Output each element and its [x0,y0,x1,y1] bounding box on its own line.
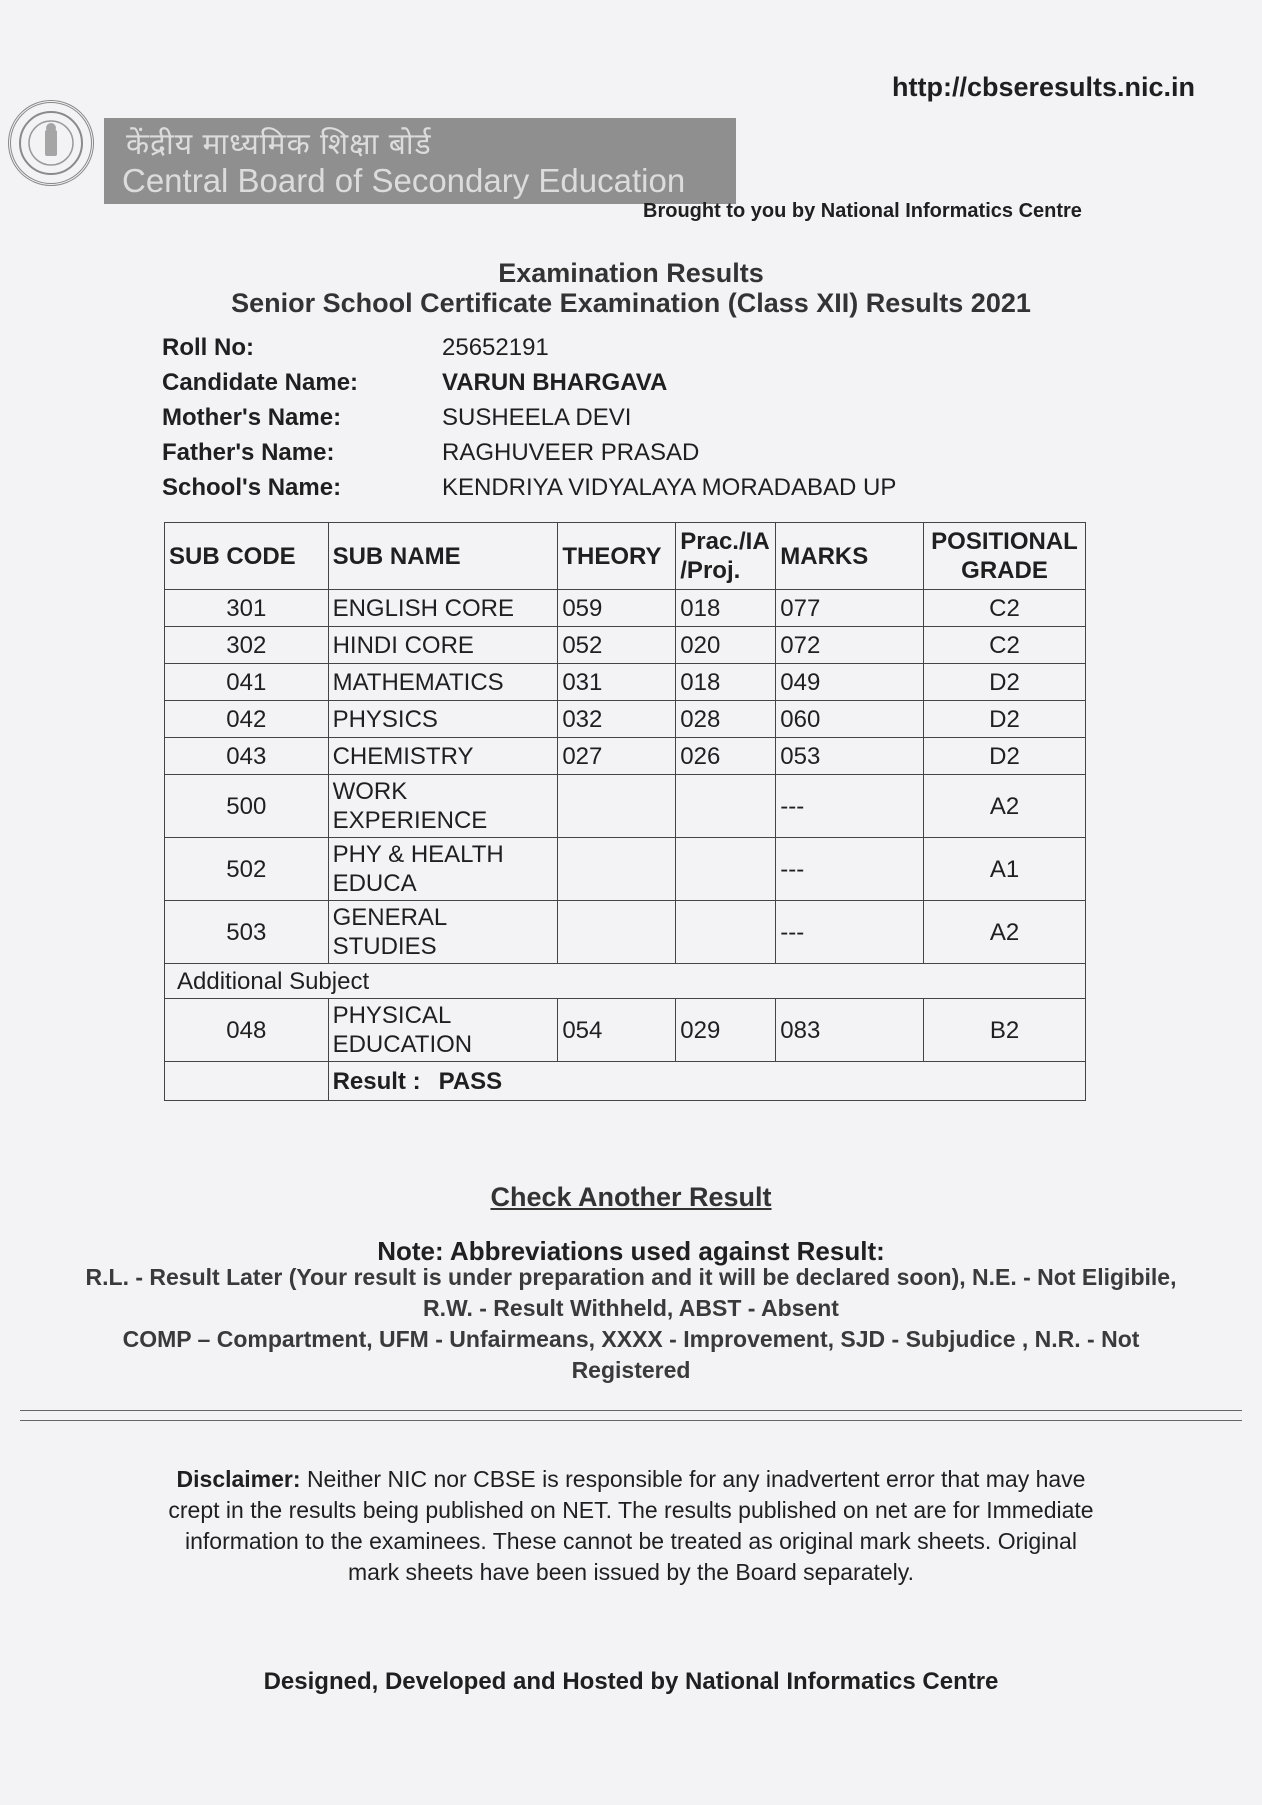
father-name-value: RAGHUVEER PRASAD [442,439,700,466]
marks-cell: --- [776,901,924,964]
sub-code-cell: 502 [165,838,329,901]
grade-cell: B2 [924,999,1086,1062]
school-name-value: KENDRIYA VIDYALAYA MORADABAD UP [442,474,897,501]
table-row [165,701,1086,738]
prac-cell: 018 [676,664,776,701]
sub-name-line2: EDUCA [332,870,417,897]
note-line: R.L. - Result Later (Your result is under preparation and it will be declared soon), N.E. - Not Eligibile, [85,1264,1177,1290]
table-row [165,664,1086,701]
sub-name-cell [328,701,558,738]
marks-cell: --- [776,838,924,901]
sub-code-cell: 048 [165,999,329,1062]
theory-cell: 059 [558,590,676,627]
header-sub-name: SUB NAME [328,523,558,590]
table-row [165,901,1086,964]
header-grade [924,523,1086,590]
theory-cell [558,838,676,901]
table-row [165,590,1086,627]
marks-cell: 072 [776,627,924,664]
header-theory: THEORY [558,523,676,590]
board-name-english: Central Board of Secondary Education [122,162,686,199]
sub-name-line2: STUDIES [332,933,437,960]
marks-cell: 049 [776,664,924,701]
grade-cell: A1 [924,838,1086,901]
divider [20,1410,1242,1411]
result-cell [328,1062,1085,1101]
marks-cell: --- [776,775,924,838]
roll-value: 25652191 [442,334,549,361]
table-row [165,775,1086,838]
sub-code-cell: 043 [165,738,329,775]
result-label: Result : [332,1067,421,1095]
note-line: Registered [571,1357,691,1383]
header-grade-line2: GRADE [961,557,1048,584]
exam-subtitle: Senior School Certificate Examination (Class XII) Results 2021 [231,288,1031,318]
mother-name-value: SUSHEELA DEVI [442,404,632,431]
divider [20,1420,1242,1421]
school-name-label: School's Name: [162,474,342,501]
grade-cell: D2 [924,664,1086,701]
header-grade-line1: POSITIONAL [931,528,1078,555]
sub-code-cell: 042 [165,701,329,738]
prac-cell: 018 [676,590,776,627]
note-title: Note: Abbreviations used against Result: [377,1236,885,1266]
sub-name-line1: PHY & HEALTH [332,841,504,868]
sub-name-cell [328,838,558,901]
note-line: R.W. - Result Withheld, ABST - Absent [423,1295,839,1321]
prac-cell [676,901,776,964]
sub-name-cell [328,590,558,627]
sub-name-cell [328,738,558,775]
marks-cell: 053 [776,738,924,775]
check-another-result-link[interactable]: Check Another Result [490,1182,772,1212]
grade-cell: A2 [924,775,1086,838]
sub-name-cell [328,664,558,701]
table-row [165,999,1086,1062]
theory-cell: 054 [558,999,676,1062]
board-name-hindi: केंद्रीय माध्यमिक शिक्षा बोर्ड [126,128,432,161]
marks-cell: 077 [776,590,924,627]
sub-name-cell [328,775,558,838]
sub-code-cell: 301 [165,590,329,627]
sub-name-line1: GENERAL [332,904,448,931]
board-banner [104,118,736,204]
mother-name-label: Mother's Name: [162,404,342,431]
additional-subject-label: Additional Subject [165,964,1086,999]
result-value: PASS [438,1067,503,1095]
father-name-label: Father's Name: [162,439,335,466]
header-prac-line1: Prac./IA [680,528,770,555]
sub-name-line1: PHYSICS [332,705,438,733]
result-empty-cell [165,1062,329,1101]
candidate-name-label: Candidate Name: [162,369,359,396]
sub-name-line2: EXPERIENCE [332,807,488,834]
prac-cell: 020 [676,627,776,664]
theory-cell: 052 [558,627,676,664]
brought-by: Brought to you by National Informatics Centre [643,200,1082,222]
sub-code-cell: 503 [165,901,329,964]
marks-cell: 060 [776,701,924,738]
sub-code-cell: 500 [165,775,329,838]
marks-cell: 083 [776,999,924,1062]
disclaimer-label: Disclaimer: [176,1466,301,1492]
sub-name-line1: PHYSICAL [332,1002,452,1029]
candidate-name-value: VARUN BHARGAVA [442,369,668,396]
sub-name-cell [328,627,558,664]
roll-label: Roll No: [162,334,254,361]
sub-code-cell: 302 [165,627,329,664]
header-prac-line2: /Proj. [680,557,741,584]
table-row [165,627,1086,664]
theory-cell: 031 [558,664,676,701]
sub-name-cell [328,901,558,964]
prac-cell [676,775,776,838]
sub-code-cell: 041 [165,664,329,701]
grade-cell: A2 [924,901,1086,964]
sub-name-line2: EDUCATION [332,1031,473,1058]
site-url: http://cbseresults.nic.in [892,72,1196,102]
header-marks: MARKS [776,523,924,590]
result-row [165,1062,1086,1101]
prac-cell: 029 [676,999,776,1062]
cbse-emblem-icon [8,100,94,186]
sub-name-line1: ENGLISH CORE [332,594,514,622]
theory-cell [558,901,676,964]
theory-cell [558,775,676,838]
prac-cell: 026 [676,738,776,775]
results-table [164,522,1086,1101]
additional-subject-row [165,964,1086,999]
note-line: COMP – Compartment, UFM - Unfairmeans, XXXX - Improvement, SJD - Subjudice , N.R. - Not [122,1326,1140,1352]
table-row [165,838,1086,901]
footer-credit: Designed, Developed and Hosted by National Informatics Centre [263,1668,999,1695]
sub-name-line1: MATHEMATICS [332,668,504,696]
disclaimer-text: Neither NIC nor CBSE is responsible for any inadvertent error that may have crept in the results being published on NET. The results published on net are for Immediate information to the examinees. These cannot be treated as original mark sheets. Original mark sheets have been issued by the Board separately. [168,1466,1094,1585]
sub-name-line1: CHEMISTRY [332,742,474,770]
header-sub-code: SUB CODE [165,523,329,590]
table-row [165,738,1086,775]
grade-cell: D2 [924,738,1086,775]
grade-cell: C2 [924,627,1086,664]
sub-name-line1: HINDI CORE [332,631,474,659]
theory-cell: 027 [558,738,676,775]
header-prac [676,523,776,590]
note-body [30,1262,1232,1386]
table-header-row [165,523,1086,590]
prac-cell: 028 [676,701,776,738]
exam-title: Examination Results [498,258,764,288]
prac-cell [676,838,776,901]
sub-name-cell [328,999,558,1062]
grade-cell: D2 [924,701,1086,738]
theory-cell: 032 [558,701,676,738]
sub-name-line1: WORK [332,778,408,805]
disclaimer [160,1464,1102,1588]
grade-cell: C2 [924,590,1086,627]
